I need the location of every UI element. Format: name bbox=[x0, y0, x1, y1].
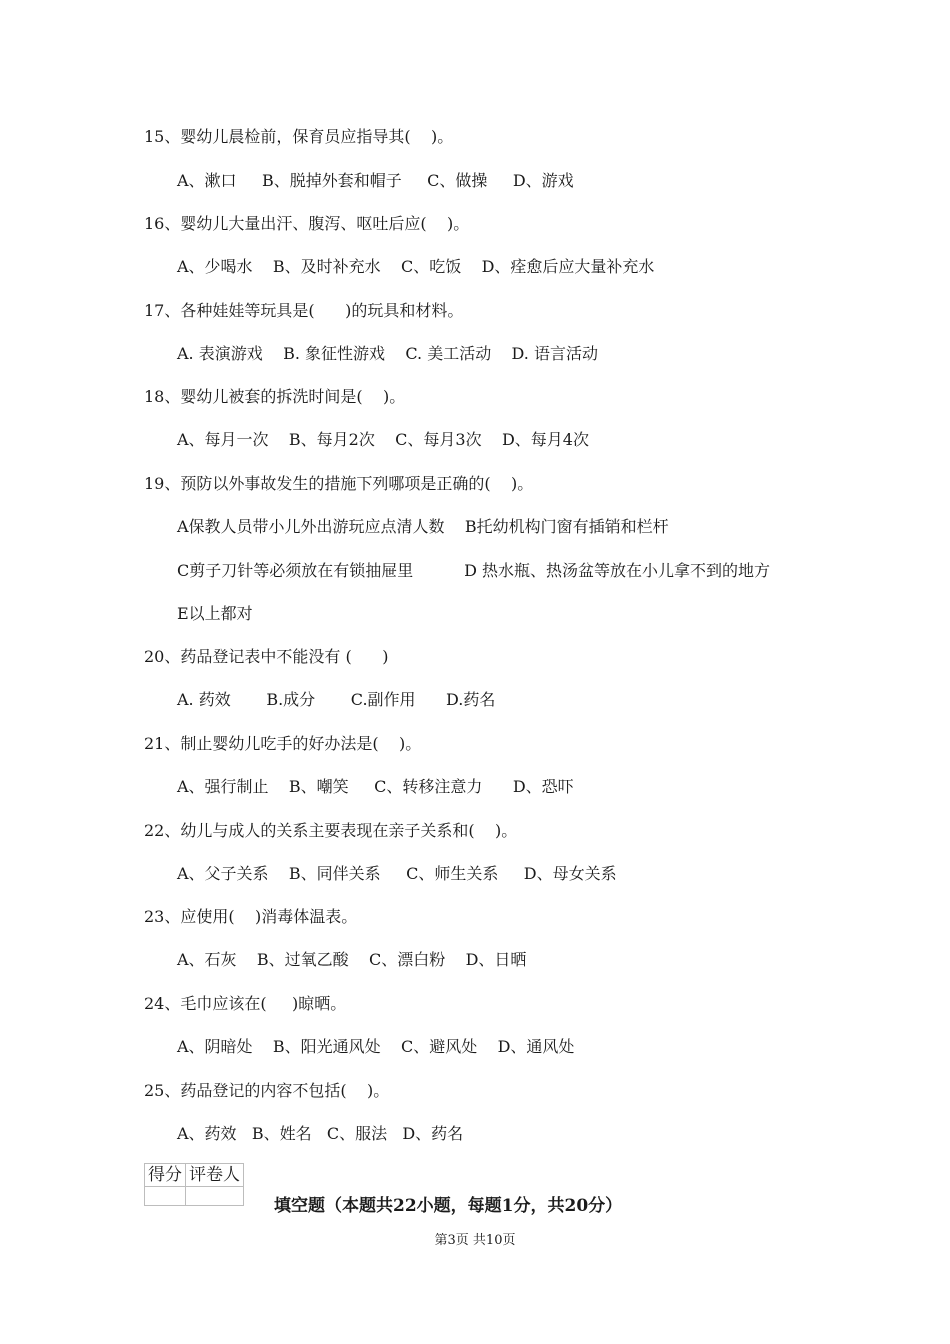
question-19-stem: 19、预防以外事故发生的措施下列哪项是正确的( )。 bbox=[144, 474, 534, 493]
question-24-options: A、阴暗处 B、阳光通风处 C、避风处 D、通风处 bbox=[177, 1037, 575, 1056]
question-25-options: A、药效 B、姓名 C、服法 D、药名 bbox=[177, 1124, 464, 1143]
question-22-options: A、父子关系 B、同伴关系 C、师生关系 D、母女关系 bbox=[177, 864, 617, 883]
question-19-option-line-2: C剪子刀针等必须放在有锁抽屉里 D 热水瓶、热汤盆等放在小儿拿不到的地方 bbox=[177, 561, 771, 580]
question-21-stem: 21、制止婴幼儿吃手的好办法是( )。 bbox=[144, 734, 422, 753]
question-23-stem: 23、应使用( )消毒体温表。 bbox=[144, 907, 358, 926]
score-label: 得分 bbox=[145, 1164, 186, 1187]
question-20-stem: 20、药品登记表中不能没有 ( ) bbox=[144, 647, 389, 666]
question-24-stem: 24、毛巾应该在( )晾晒。 bbox=[144, 994, 347, 1013]
score-box bbox=[144, 1163, 244, 1206]
question-17-stem: 17、各种娃娃等玩具是( )的玩具和材料。 bbox=[144, 301, 464, 320]
question-19-option-line-3: E以上都对 bbox=[177, 604, 253, 623]
question-19-option-line-1: A保教人员带小儿外出游玩应点清人数 B托幼机构门窗有插销和栏杆 bbox=[177, 517, 669, 536]
question-21-options: A、强行制止 B、嘲笑 C、转移注意力 D、恐吓 bbox=[177, 777, 574, 796]
question-25-stem: 25、药品登记的内容不包括( )。 bbox=[144, 1081, 390, 1100]
grader-label: 评卷人 bbox=[186, 1164, 244, 1187]
grader-cell bbox=[186, 1187, 244, 1206]
score-cell bbox=[145, 1187, 186, 1206]
question-23-options: A、石灰 B、过氧乙酸 C、漂白粉 D、日晒 bbox=[177, 950, 527, 969]
section-title: 填空题（本题共22小题，每题1分，共20分） bbox=[274, 1196, 623, 1216]
page-footer: 第3页 共10页 bbox=[434, 1233, 516, 1248]
question-16-options: A、少喝水 B、及时补充水 C、吃饭 D、痊愈后应大量补充水 bbox=[177, 257, 655, 276]
question-18-options: A、每月一次 B、每月2次 C、每月3次 D、每月4次 bbox=[177, 430, 589, 449]
question-15-options: A、漱口 B、脱掉外套和帽子 C、做操 D、游戏 bbox=[177, 171, 574, 190]
question-16-stem: 16、婴幼儿大量出汗、腹泻、呕吐后应( )。 bbox=[144, 214, 470, 233]
question-20-options: A. 药效 B.成分 C.副作用 D.药名 bbox=[177, 690, 496, 709]
question-17-options: A. 表演游戏 B. 象征性游戏 C. 美工活动 D. 语言活动 bbox=[177, 344, 598, 363]
question-22-stem: 22、幼儿与成人的关系主要表现在亲子关系和( )。 bbox=[144, 821, 518, 840]
question-18-stem: 18、婴幼儿被套的拆洗时间是( )。 bbox=[144, 387, 406, 406]
question-15-stem: 15、婴幼儿晨检前，保育员应指导其( )。 bbox=[144, 127, 454, 146]
